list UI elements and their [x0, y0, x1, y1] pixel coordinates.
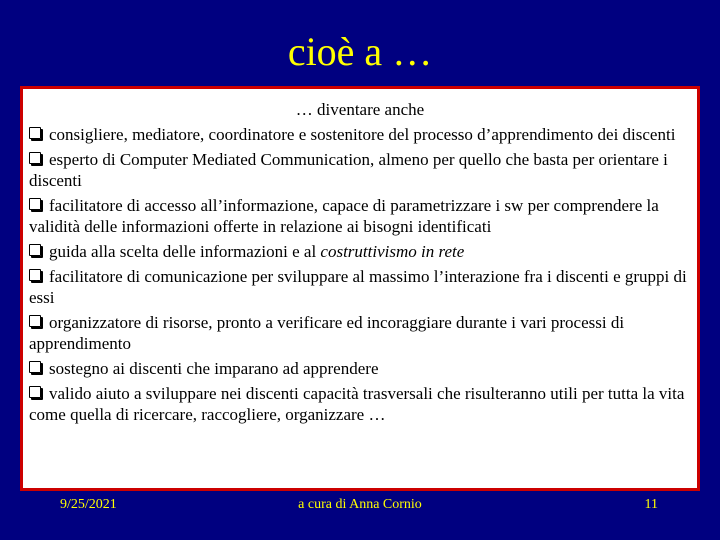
list-item — [29, 358, 691, 379]
list-item — [29, 312, 691, 354]
list-item — [29, 124, 691, 145]
checkbox-icon — [29, 361, 41, 373]
checkbox-icon — [29, 152, 41, 164]
list-item — [29, 266, 691, 308]
checkbox-icon — [29, 315, 41, 327]
checkbox-icon — [29, 198, 41, 210]
bullet-text: sostegno ai discenti che imparano ad apprendere — [49, 359, 379, 378]
list-item — [29, 149, 691, 191]
footer-page-number: 11 — [644, 497, 658, 512]
bullet-text: facilitatore di accesso all’informazione, capace di parametrizzare i sw per comprendere la validità delle informazioni offerte in relazione ai bisogni identificati — [29, 196, 659, 236]
intro-text: … diventare anche — [295, 100, 425, 119]
slide-title: cioè a … — [287, 29, 433, 74]
list-item — [29, 241, 691, 262]
footer-date: 9/25/2021 — [60, 497, 117, 512]
bullet-text: valido aiuto a sviluppare nei discenti capacità trasversali che risulteranno utili per tutta la vita come quella di ricercare, raccogliere, organizzare … — [29, 384, 685, 424]
bullet-text: esperto di Computer Mediated Communication, almeno per quello che basta per orientare i discenti — [29, 150, 668, 190]
checkbox-icon — [29, 269, 41, 281]
checkbox-icon — [29, 244, 41, 256]
bullet-text: guida alla scelta delle informazioni e al — [49, 242, 321, 261]
content-box — [20, 86, 700, 491]
list-item — [29, 383, 691, 425]
checkbox-icon — [29, 127, 41, 139]
bullet-text: organizzatore di risorse, pronto a verificare ed incoraggiare durante i vari processi di apprendimento — [29, 313, 625, 353]
bullet-list — [29, 124, 691, 425]
checkbox-icon — [29, 386, 41, 398]
list-item — [29, 195, 691, 237]
footer-author: a cura di Anna Cornio — [298, 497, 422, 512]
bullet-emphasis: costruttivismo in rete — [320, 242, 465, 261]
bullet-text: facilitatore di comunicazione per sviluppare al massimo l’interazione fra i discenti e gruppi di essi — [29, 267, 687, 307]
bullet-text: consigliere, mediatore, coordinatore e sostenitore del processo d’apprendimento dei discenti — [49, 125, 676, 144]
